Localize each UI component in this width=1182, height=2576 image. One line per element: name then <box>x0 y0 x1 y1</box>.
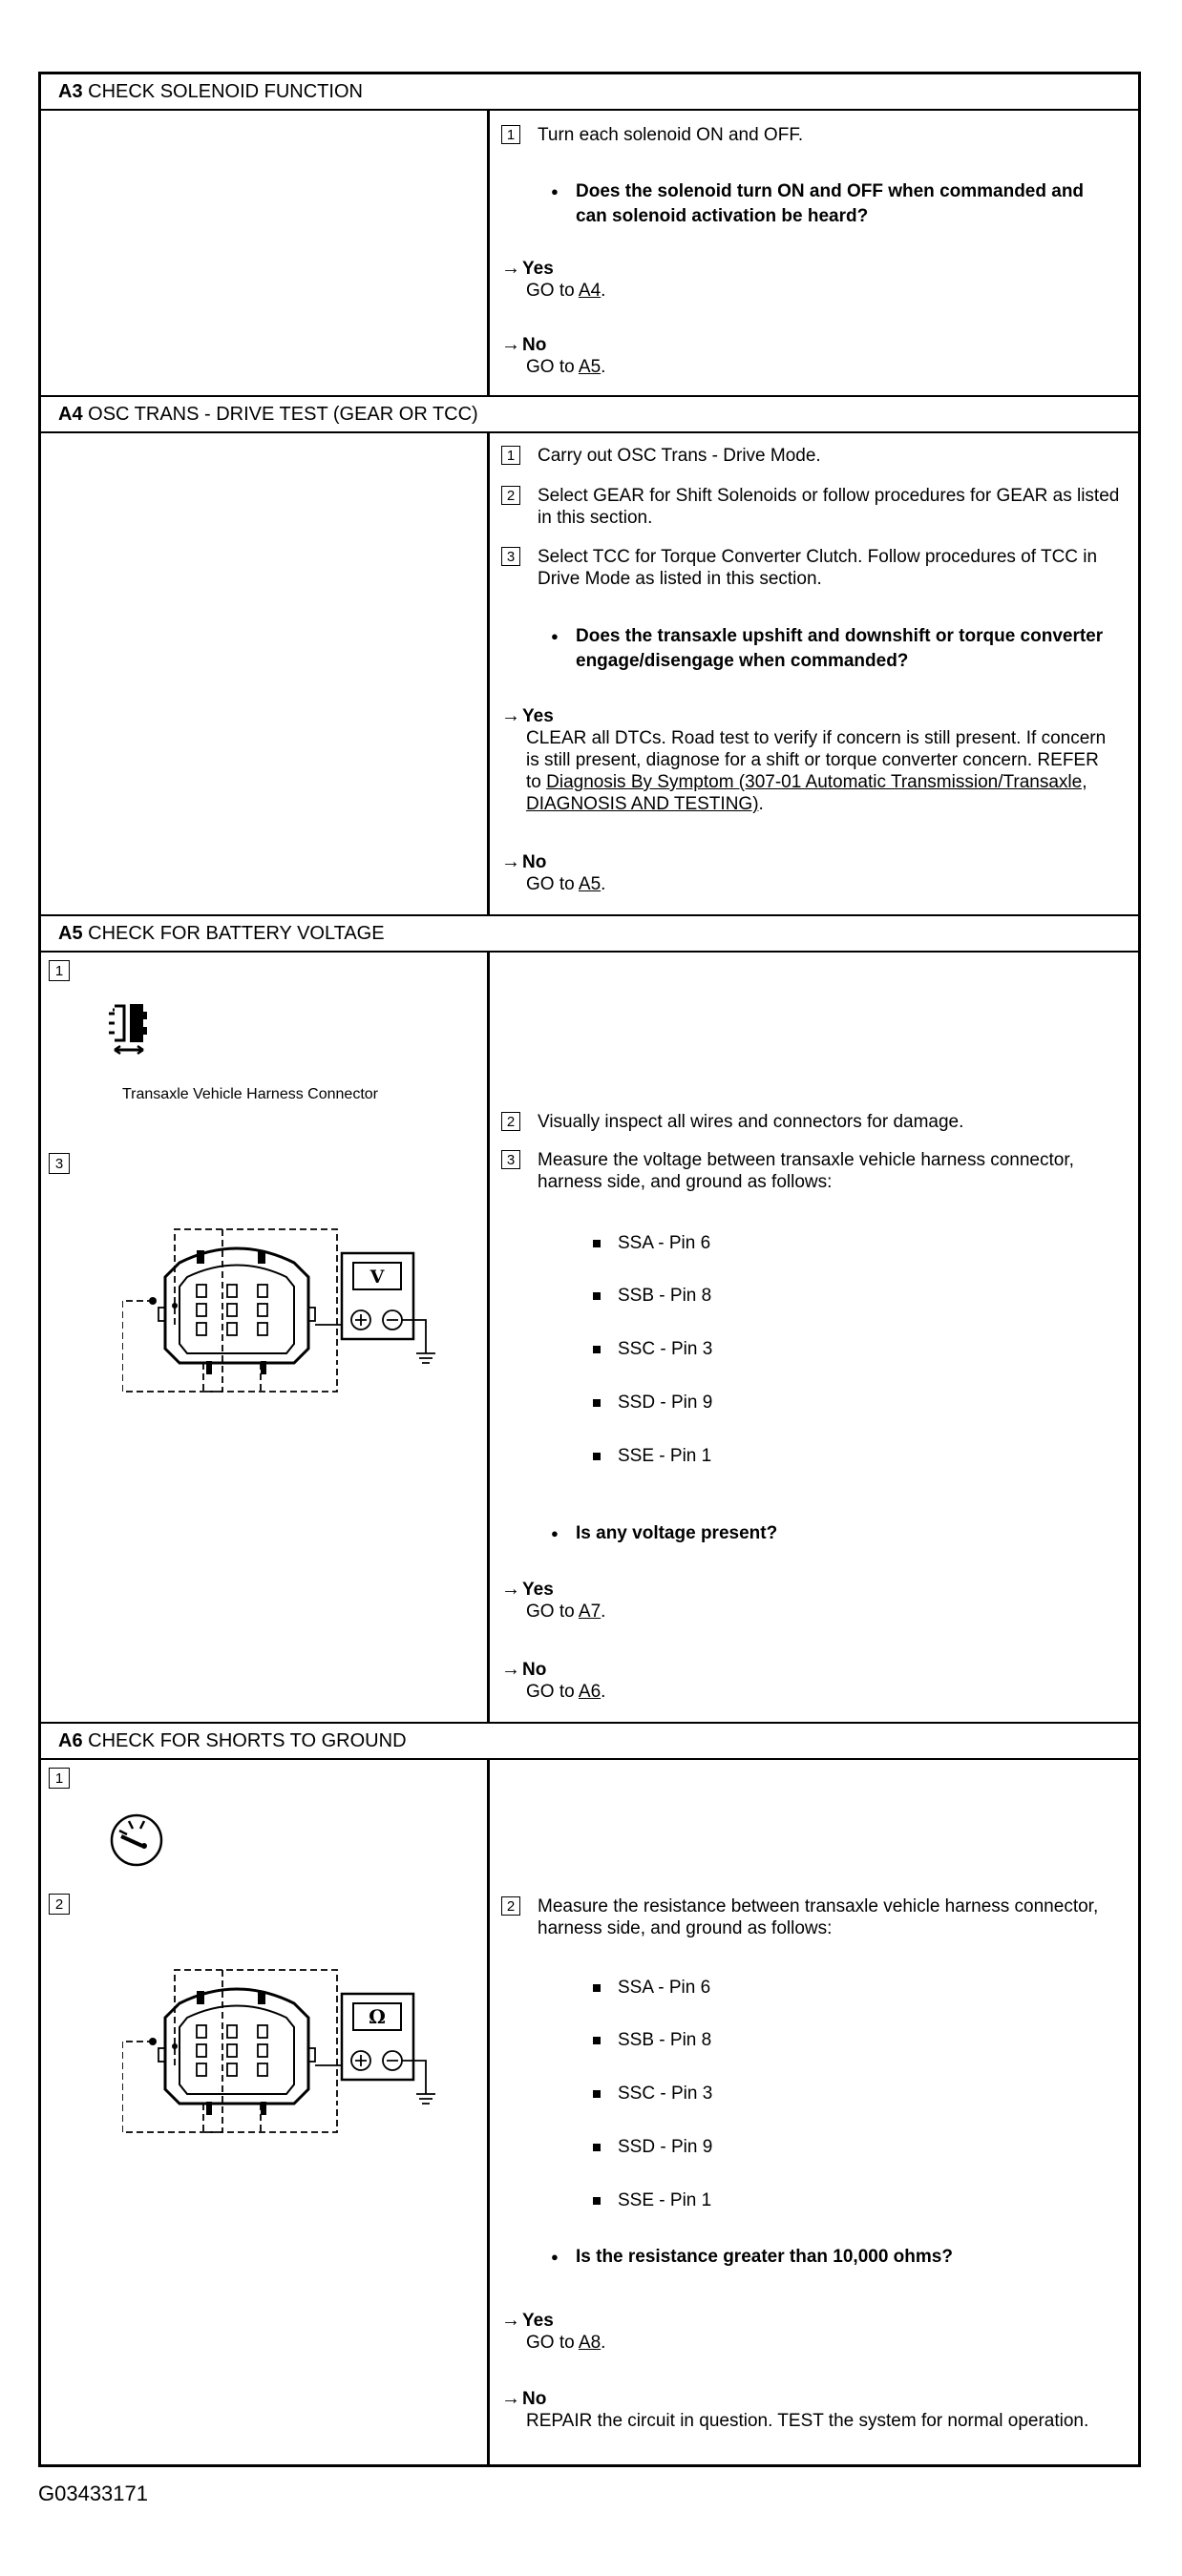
yes-label: Yes <box>522 706 554 726</box>
section-title: CHECK SOLENOID FUNCTION <box>88 81 363 102</box>
step-number: 2 <box>501 486 520 505</box>
no-label: No <box>522 1660 547 1680</box>
step-3 <box>501 1149 1123 1193</box>
question: ● Does the solenoid turn ON and OFF when commanded and can solenoid activation be heard? <box>547 179 1119 229</box>
step-1 <box>501 124 1123 146</box>
pin-item: SSA - Pin 6 <box>593 1977 710 2000</box>
go-to-text: GO to <box>526 874 579 894</box>
arrow-icon: → <box>501 1579 520 1600</box>
step-text: Select TCC for Torque Converter Clutch. Follow procedures of TCC in Drive Mode as listed in this section. <box>538 547 1098 589</box>
section-a6-illustration <box>41 1760 490 2464</box>
link-a7[interactable]: A7 <box>578 1602 602 1622</box>
section-code: A3 <box>58 81 83 102</box>
question: ● Is any voltage present? <box>547 1521 1119 1546</box>
step-number: 2 <box>501 1112 520 1131</box>
step-text: Carry out OSC Trans - Drive Mode. <box>538 446 821 466</box>
pin-item: SSD - Pin 9 <box>593 2136 712 2159</box>
arrow-icon: → <box>501 705 520 726</box>
section-a4-procedure <box>490 433 1138 914</box>
section-title: CHECK FOR BATTERY VOLTAGE <box>88 923 385 944</box>
yes-label: Yes <box>522 2311 554 2331</box>
pin-item: SSB - Pin 8 <box>593 2029 711 2052</box>
yes-text: CLEAR all DTCs. Road test to verify if concern is still present. If concern is still present, diagnose for a shift or torque converter concern. REFER to <box>526 728 1107 792</box>
step-number: 3 <box>501 547 520 566</box>
section-a4-row <box>41 433 1138 916</box>
no-answer <box>501 2388 1109 2432</box>
arrow-icon: → <box>501 1659 520 1680</box>
link-a4[interactable]: A4 <box>578 281 602 301</box>
figure-id: G03433171 <box>38 2482 148 2505</box>
yes-answer: → Yes GO to A4. <box>501 258 606 301</box>
section-a4-illustration <box>41 433 490 914</box>
step-number: 2 <box>501 1896 520 1916</box>
link-a5[interactable]: A5 <box>578 357 602 377</box>
step-number: 1 <box>49 1768 70 1789</box>
step-1 <box>501 445 1123 467</box>
step-number: 3 <box>501 1150 520 1169</box>
section-a6-procedure <box>490 1760 1138 2464</box>
section-a6-row <box>41 1760 1138 2464</box>
yes-answer: → Yes CLEAR all DTCs. Road test to verify if concern is still present. If concern is still present, diagnose for a shift or torque converter concern. REFER to Diagnosis By Symptom (307-01 Automatic Transmission/Transaxle, DIAGNOSIS AND TESTING). <box>501 705 1107 814</box>
section-a4-header <box>41 397 1138 433</box>
pin-item: SSB - Pin 8 <box>593 1285 711 1308</box>
section-code: A6 <box>58 1730 83 1751</box>
step-2 <box>501 1111 1123 1133</box>
section-a5-row <box>41 953 1138 1724</box>
no-text: REPAIR the circuit in question. TEST the system for normal operation. <box>526 2411 1089 2431</box>
question: ● Is the resistance greater than 10,000 ohms? <box>547 2245 1119 2270</box>
arrow-icon: → <box>501 2388 520 2409</box>
arrow-icon: → <box>501 851 520 872</box>
yes-label: Yes <box>522 1580 554 1600</box>
go-to-text: GO to <box>526 357 579 377</box>
go-to-text: GO to <box>526 281 579 301</box>
question: ● Does the transaxle upshift and downshift or torque converter engage/disengage when commanded? <box>547 624 1119 674</box>
pin-item: SSC - Pin 3 <box>593 2083 712 2105</box>
no-label: No <box>522 335 547 355</box>
step-number: 1 <box>501 125 520 144</box>
diagnostic-table <box>38 72 1141 2467</box>
section-code: A5 <box>58 923 83 944</box>
go-to-text: GO to <box>526 2333 579 2353</box>
step-text: Select GEAR for Shift Solenoids or follow procedures for GEAR as listed in this section. <box>538 486 1120 528</box>
yes-answer: → Yes GO to A7. <box>501 1579 606 1622</box>
arrow-icon: → <box>501 2310 520 2331</box>
step-2 <box>501 1895 1123 1939</box>
no-answer: → No GO to A5. <box>501 334 606 377</box>
step-3 <box>501 546 1123 590</box>
section-a5-header <box>41 916 1138 953</box>
pin-item: SSD - Pin 9 <box>593 1392 712 1414</box>
arrow-icon: → <box>501 258 520 279</box>
voltage-test-diagram <box>122 1210 447 1401</box>
voltmeter-symbol: V <box>369 1267 385 1288</box>
no-label: No <box>522 852 547 872</box>
go-to-text: GO to <box>526 1682 579 1702</box>
no-answer: → No GO to A5. <box>501 851 606 894</box>
step-text: Turn each solenoid ON and OFF. <box>538 125 804 145</box>
step-text: Measure the resistance between transaxle vehicle harness connector, harness side, and ground as follows: <box>538 1896 1099 1938</box>
step-number: 3 <box>49 1153 70 1174</box>
connector-caption: Transaxle Vehicle Harness Connector <box>122 1086 378 1102</box>
link-a8[interactable]: A8 <box>578 2333 602 2353</box>
go-to-text: GO to <box>526 1602 579 1622</box>
pin-item: SSE - Pin 1 <box>593 2189 711 2212</box>
yes-answer: → Yes GO to A8. <box>501 2310 606 2353</box>
resistance-test-diagram <box>122 1951 447 2142</box>
step-text: Visually inspect all wires and connectors for damage. <box>538 1112 964 1132</box>
pin-item: SSE - Pin 1 <box>593 1445 711 1468</box>
section-a3-row <box>41 111 1138 397</box>
yes-label: Yes <box>522 259 554 279</box>
connector-disconnect-icon <box>94 996 179 1061</box>
step-number: 2 <box>49 1894 70 1915</box>
step-number: 1 <box>49 960 70 981</box>
section-title: OSC TRANS - DRIVE TEST (GEAR OR TCC) <box>88 404 478 425</box>
link-a6[interactable]: A6 <box>578 1682 602 1702</box>
section-a6-header <box>41 1724 1138 1760</box>
ohmmeter-symbol: Ω <box>369 2005 386 2028</box>
link-a5[interactable]: A5 <box>578 874 602 894</box>
section-a3-header <box>41 74 1138 111</box>
no-label: No <box>522 2389 547 2409</box>
step-2 <box>501 485 1123 529</box>
pin-item: SSA - Pin 6 <box>593 1232 710 1255</box>
arrow-icon: → <box>501 334 520 355</box>
section-a5-procedure <box>490 953 1138 1722</box>
step-text: Measure the voltage between transaxle vehicle harness connector, harness side, and ground as follows: <box>538 1150 1074 1192</box>
pin-item: SSC - Pin 3 <box>593 1338 712 1361</box>
no-answer: → No GO to A6. <box>501 1659 606 1702</box>
section-a5-illustration <box>41 953 490 1722</box>
section-code: A4 <box>58 404 83 425</box>
ignition-off-icon <box>106 1808 167 1869</box>
section-a3-procedure <box>490 111 1138 395</box>
section-a3-illustration <box>41 111 490 395</box>
section-title: CHECK FOR SHORTS TO GROUND <box>88 1730 407 1751</box>
step-number: 1 <box>501 446 520 465</box>
link-diagnosis-by-symptom[interactable]: Diagnosis By Symptom (307-01 Automatic Transmission/Transaxle, DIAGNOSIS AND TESTING) <box>526 772 1087 814</box>
